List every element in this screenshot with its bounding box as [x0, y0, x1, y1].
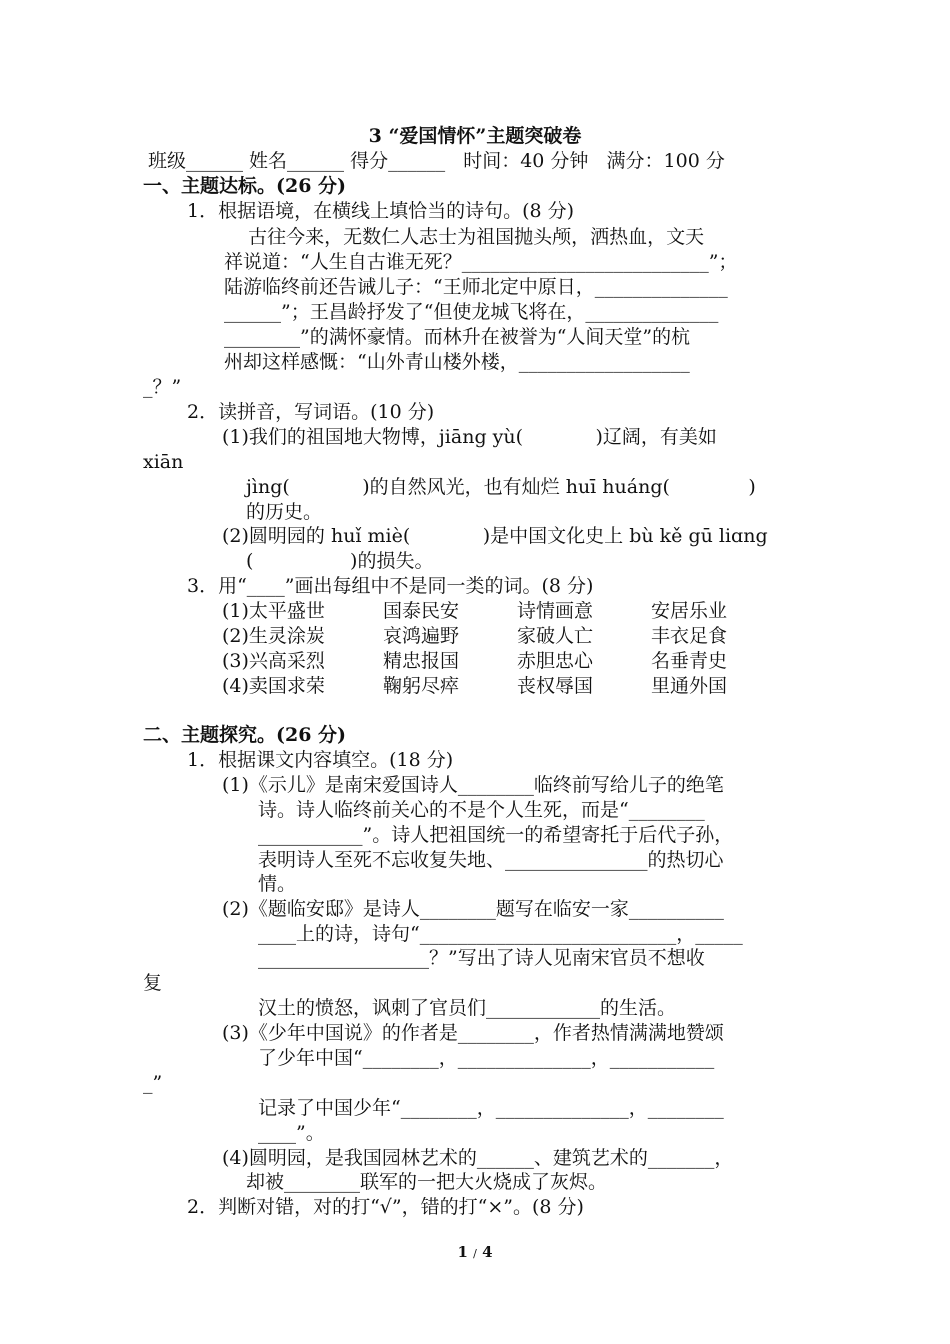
section2-q1-line: 却被________联军的一把大火烧成了灰烬。 — [246, 1171, 608, 1193]
section1-q2-stem: 2．读拼音，写词语。(10 分) — [187, 401, 435, 423]
word-cell: 丰衣足食 — [651, 625, 728, 647]
header-info-line: 班级______ 姓名______ 得分______ 时间：40 分钟 满分：100 分 — [148, 150, 725, 172]
section2-q1-stem: 1．根据课文内容填空。(18 分) — [187, 749, 454, 771]
section2-q1-line: ____上的诗，诗句“___________________________，_____ — [258, 923, 743, 945]
section1-q2-line: xiān — [143, 451, 184, 473]
section1-q1-line: 祥说道：“人生自古谁无死？__________________________”； — [224, 251, 738, 273]
section2-heading: 二、主题探究。(26 分) — [143, 724, 347, 746]
section2-q1-line: 诗。诗人临终前关心的不是个人生死，而是“________ — [258, 799, 705, 821]
section1-q1-line: ______”；王昌龄抒发了“但使龙城飞将在，______________ — [224, 301, 719, 323]
section1-q2-line: (2)圆明园的 huǐ miè( )是中国文化史上 bù kě gū liɑng — [222, 525, 768, 547]
word-cell: (4)卖国求荣 — [222, 675, 325, 697]
word-cell: 赤胆忠心 — [517, 650, 594, 672]
section1-q2-line: 的历史。 — [246, 501, 323, 523]
section1-q1-line: 古往今来，无数仁人志士为祖国抛头颅，洒热血，文天 — [224, 226, 705, 248]
section2-q1-line: 记录了中国少年“________，______________，________ — [258, 1097, 724, 1119]
section1-q1-line: 陆游临终前还告诫儿子：“王师北定中原日，______________ — [224, 276, 728, 298]
section2-q1-line: 汉土的愤怒，讽刺了官员们____________的生活。 — [258, 997, 677, 1019]
page-title: 3 “爱国情怀”主题突破卷 — [368, 125, 582, 147]
section1-q2-line: jìng( )的自然风光，也有灿烂 huī huáng( ) — [246, 476, 756, 498]
section2-q1-line: 复 — [143, 972, 163, 994]
section1-q1-line: ________”的满怀豪情。而林升在被誉为“人间天堂”的杭 — [224, 326, 691, 348]
word-cell: 诗情画意 — [517, 600, 594, 622]
section1-q1-line: 州却这样感慨：“山外青山楼外楼，__________________ — [224, 351, 690, 373]
section2-q2-stem: 2．判断对错，对的打“√”，错的打“×”。(8 分) — [187, 1196, 584, 1218]
word-cell: 丧权辱国 — [517, 675, 594, 697]
word-cell: 里通外国 — [651, 675, 728, 697]
section2-q1-line: 情。 — [258, 873, 297, 895]
word-cell: 家破人亡 — [517, 625, 594, 647]
section2-q1-line: (1)《示儿》是南宋爱国诗人________临终前写给儿子的绝笔 — [222, 774, 724, 796]
section1-q3-stem: 3．用“____”画出每组中不是同一类的词。(8 分) — [187, 575, 594, 597]
section1-q2-line: ( )的损失。 — [246, 550, 434, 572]
section2-q1-line: ___________”。诗人把祖国统一的希望寄托于后代子孙， — [258, 824, 734, 846]
section2-q1-line: (2)《题临安邸》是诗人________题写在临安一家__________ — [222, 898, 724, 920]
word-cell: 鞠躬尽瘁 — [383, 675, 460, 697]
section2-q1-line: __________________？”写出了诗人见南宋官员不想收 — [258, 947, 705, 969]
page-current: 1 — [457, 1243, 468, 1261]
section1-q2-line: (1)我们的祖国地大物博，jiāng yù( )辽阔，有美如 — [222, 426, 717, 448]
word-cell: 哀鸿遍野 — [383, 625, 460, 647]
word-cell: 国泰民安 — [383, 600, 460, 622]
word-cell: (2)生灵涂炭 — [222, 625, 325, 647]
section2-q1-line: ____”。 — [258, 1122, 325, 1144]
word-cell: 安居乐业 — [651, 600, 728, 622]
section2-q1-line: 表明诗人至死不忘收复失地、_______________的热切心 — [258, 849, 724, 871]
section2-q1-line: 了少年中国“________，______________，___________ — [258, 1047, 715, 1069]
word-cell: (3)兴高采烈 — [222, 650, 325, 672]
section2-q1-line: (3)《少年中国说》的作者是________，作者热情满满地赞颂 — [222, 1022, 724, 1044]
word-cell: 名垂青史 — [651, 650, 728, 672]
section2-q1-line: (4)圆明园，是我国园林艺术的______、建筑艺术的_______， — [222, 1147, 734, 1169]
word-cell: (1)太平盛世 — [222, 600, 325, 622]
page-number — [0, 1243, 950, 1261]
section1-heading: 一、主题达标。(26 分) — [143, 175, 347, 197]
section2-q1-line: _” — [143, 1072, 163, 1094]
word-cell: 精忠报国 — [383, 650, 460, 672]
page-separator: / — [473, 1247, 477, 1260]
section1-q1-line: _？” — [143, 376, 182, 398]
section1-q1-stem: 1．根据语境，在横线上填恰当的诗句。(8 分) — [187, 200, 575, 222]
page-total: 4 — [482, 1243, 493, 1261]
